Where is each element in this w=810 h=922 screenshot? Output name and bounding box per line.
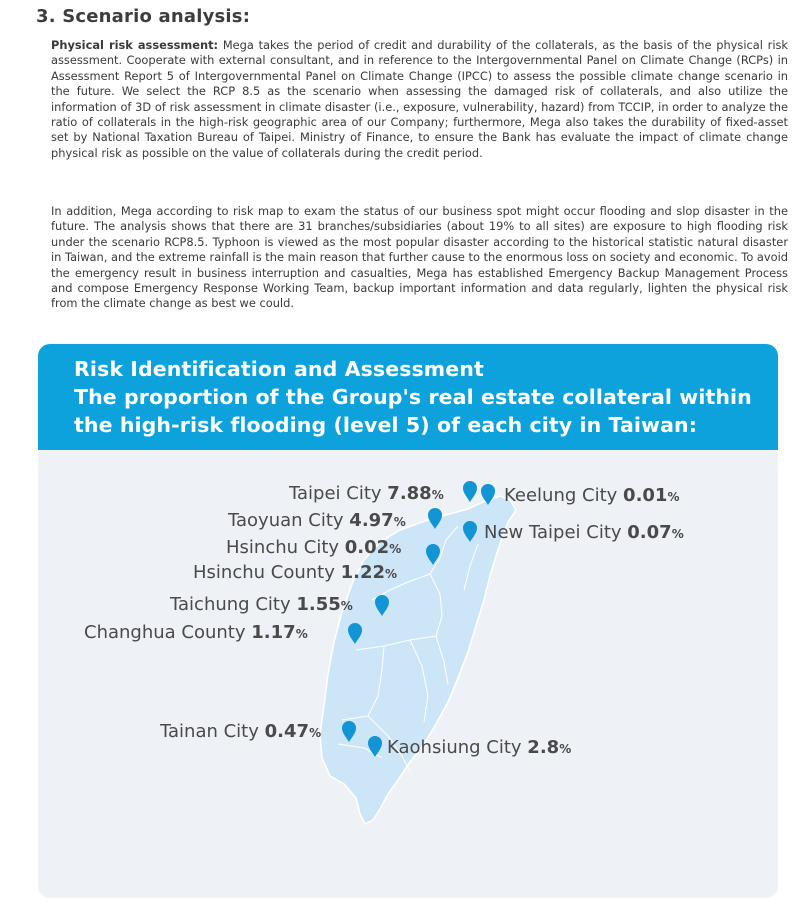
paragraph-body: Mega takes the period of credit and durability of the collaterals, as the basis of the physical risk assessment. Cooperate with external consultant, and in reference to the Intergovernmental Panel on Climate Change (RCPs) in Assessment Report 5 of Intergovernmental Panel on Climate Change (IPCC) to assess the possible climate change scenario in the future. We select the RCP 8.5 as the scenario when assessing the damaged risk of collaterals, and also utilize the information of 3D of risk assessment in climate disaster (i.e., exposure, vulnerability, hazard) from TCCIP, in order to analyze the ratio of collaterals in the high-risk geographic area of our Company; furthermore, Mega also takes the durability of fixed-asset set by National Taxation Bureau of Taipei. Ministry of Finance, to ensure the Bank has evaluate the impact of climate change physical risk as possible on the value of collaterals during the credit period.	[51, 38, 789, 160]
paragraph-lead: Physical risk assessment:	[51, 38, 219, 52]
card-title-line-2: The proportion of the Group's real estate collateral within	[74, 385, 752, 409]
city-label-taipei: Taipei City 7.88%	[289, 483, 444, 504]
taiwan-map	[38, 344, 778, 898]
city-label-new-taipei: New Taipei City 0.07%	[484, 522, 684, 543]
city-label-hsinchu-county: Hsinchu County 1.22%	[193, 562, 398, 583]
city-label-tainan: Tainan City 0.47%	[160, 721, 322, 742]
city-label-changhua: Changhua County 1.17%	[84, 622, 308, 643]
city-label-taichung: Taichung City 1.55%	[170, 594, 353, 615]
card-title-line-1: Risk Identification and Assessment	[74, 357, 484, 381]
card-title-line-3: the high-risk flooding (level 5) of each city in Taiwan:	[74, 413, 698, 437]
flooding-paragraph: In addition, Mega according to risk map to exam the status of our business spot might occur flooding and slop disaster in the future. The analysis shows that there are 31 branches/subsidiaries (about 19% to all sites) are exposure to high flooding risk under the scenario RCP8.5. Typhoon is viewed as the most popular disaster according to the historical statistic natural disaster in Taiwan, and the extreme rainfall is the main reason that further cause to the enormous loss on society and economic. To avoid the emergency result in business interruption and casualties, Mega has established Emergency Backup Management Process and compose Emergency Response Working Team, backup important information and data regularly, lighten the physical risk from the climate change as best we could.	[51, 204, 788, 311]
city-label-kaohsiung: Kaohsiung City 2.8%	[387, 737, 572, 758]
city-label-hsinchu-city: Hsinchu City 0.02%	[226, 537, 402, 558]
risk-map-card	[38, 344, 778, 898]
pin-icon-taipei	[463, 481, 477, 502]
city-label-taoyuan: Taoyuan City 4.97%	[228, 510, 406, 531]
city-label-keelung: Keelung City 0.01%	[504, 485, 680, 506]
section-heading: 3. Scenario analysis:	[36, 6, 251, 27]
physical-risk-paragraph	[51, 38, 788, 161]
